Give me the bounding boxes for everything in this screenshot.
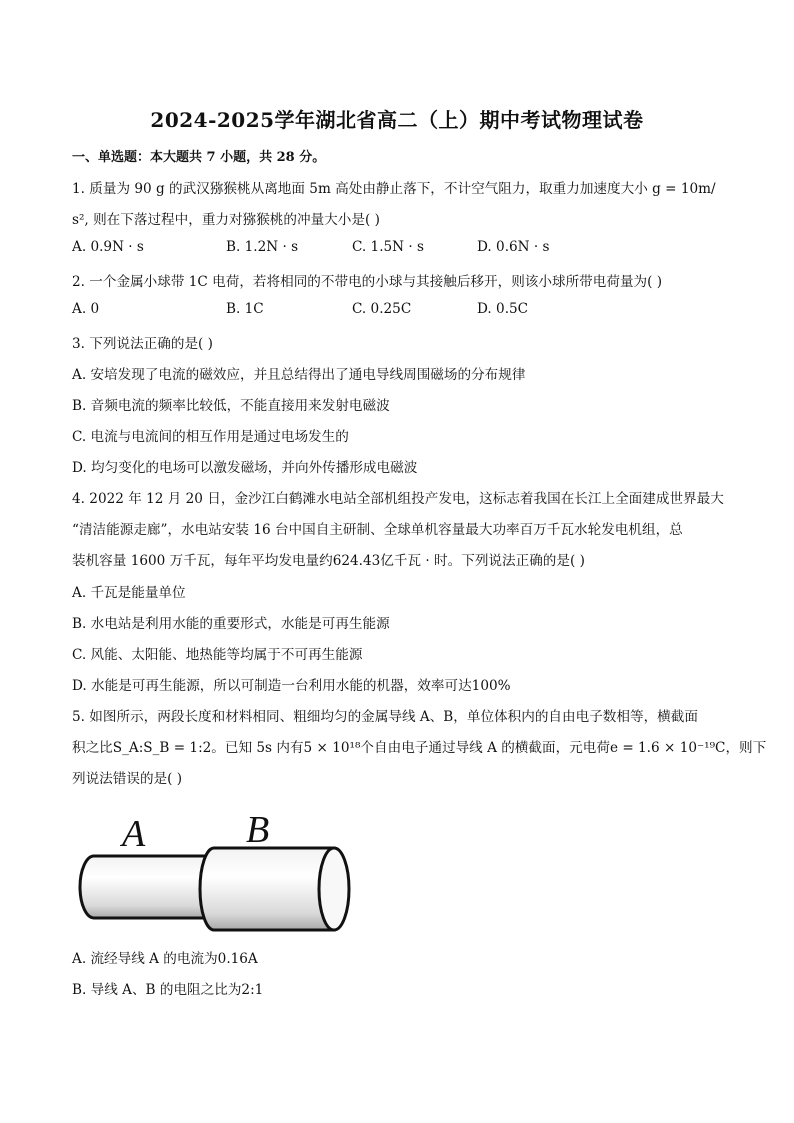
q4-option-a: A. 千瓦是能量单位 [72, 585, 186, 601]
q4-option-b: B. 水电站是利用水能的重要形式，水能是可再生能源 [72, 616, 390, 632]
q5-stem-line2: 积之比S_A:S_B = 1:2。已知 5s 内有5 × 10¹⁸个自由电子通过导线 A 的横截面，元电荷e = 1.6 × 10⁻¹⁹C，则下 [72, 740, 767, 756]
q2-option-b: B. 1C [226, 301, 264, 317]
q1-option-a: A. 0.9N · s [72, 239, 144, 255]
q1-option-d: D. 0.6N · s [477, 239, 550, 255]
q4-stem-line2: “清洁能源走廊”，水电站安装 16 台中国自主研制、全球单机容量最大功率百万千瓦水轮发电机组，总 [72, 522, 683, 538]
q2-option-a: A. 0 [72, 301, 100, 317]
q4-option-d: D. 水能是可再生能源，所以可制造一台利用水能的机器，效率可达100% [72, 678, 511, 694]
q4-option-c: C. 风能、太阳能、地热能等均属于不可再生能源 [72, 647, 363, 663]
q2-option-c: C. 0.25C [352, 301, 412, 317]
wire-figure [74, 806, 364, 936]
q2-stem: 2. 一个金属小球带 1C 电荷，若将相同的不带电的小球与其接触后移开，则该小球所带电荷量为( ) [72, 274, 663, 290]
q5-stem-line1: 5. 如图所示，两段长度和材料相同、粗细均匀的金属导线 A、B，单位体积内的自由电子数相等，横截面 [72, 709, 698, 725]
q3-option-c: C. 电流与电流间的相互作用是通过电场发生的 [72, 429, 349, 445]
q5-stem-line3: 列说法错误的是( ) [72, 771, 183, 787]
q5-option-b: B. 导线 A、B 的电阻之比为2:1 [72, 982, 264, 998]
q3-option-d: D. 均匀变化的电场可以激发磁场，并向外传播形成电磁波 [72, 460, 418, 476]
q1-stem-line2: s², 则在下落过程中，重力对猕猴桃的冲量大小是( ) [72, 212, 380, 228]
q3-option-a: A. 安培发现了电流的磁效应，并且总结得出了通电导线周围磁场的分布规律 [72, 367, 526, 383]
wire-a-label: A [122, 813, 146, 855]
q4-stem-line1: 4. 2022 年 12 月 20 日，金沙江白鹤滩水电站全部机组投产发电，这标志着我国在长江上全面建成世界最大 [72, 491, 724, 507]
section-heading: 一、单选题：本大题共 7 小题，共 28 分。 [72, 150, 326, 165]
q5-option-a: A. 流经导线 A 的电流为0.16A [72, 951, 258, 967]
wire-b [200, 848, 349, 930]
wire-a [80, 856, 214, 918]
q3-option-b: B. 音频电流的频率比较低，不能直接用来发射电磁波 [72, 398, 390, 414]
page-title: 2024-2025学年湖北省高二（上）期中考试物理试卷 [150, 108, 644, 132]
q1-option-b: B. 1.2N · s [226, 239, 299, 255]
q4-stem-line3: 装机容量 1600 万千瓦，每年平均发电量约624.43亿千瓦 · 时。下列说法正确的是( ) [72, 553, 585, 569]
q2-option-d: D. 0.5C [477, 301, 529, 317]
q3-stem: 3. 下列说法正确的是( ) [72, 336, 213, 352]
q1-option-c: C. 1.5N · s [352, 239, 425, 255]
q1-stem-line1: 1. 质量为 90 g 的武汉猕猴桃从离地面 5m 高处由静止落下，不计空气阻力，取重力加速度大小 g = 10m/ [72, 181, 716, 197]
wire-b-label: B [246, 809, 270, 851]
